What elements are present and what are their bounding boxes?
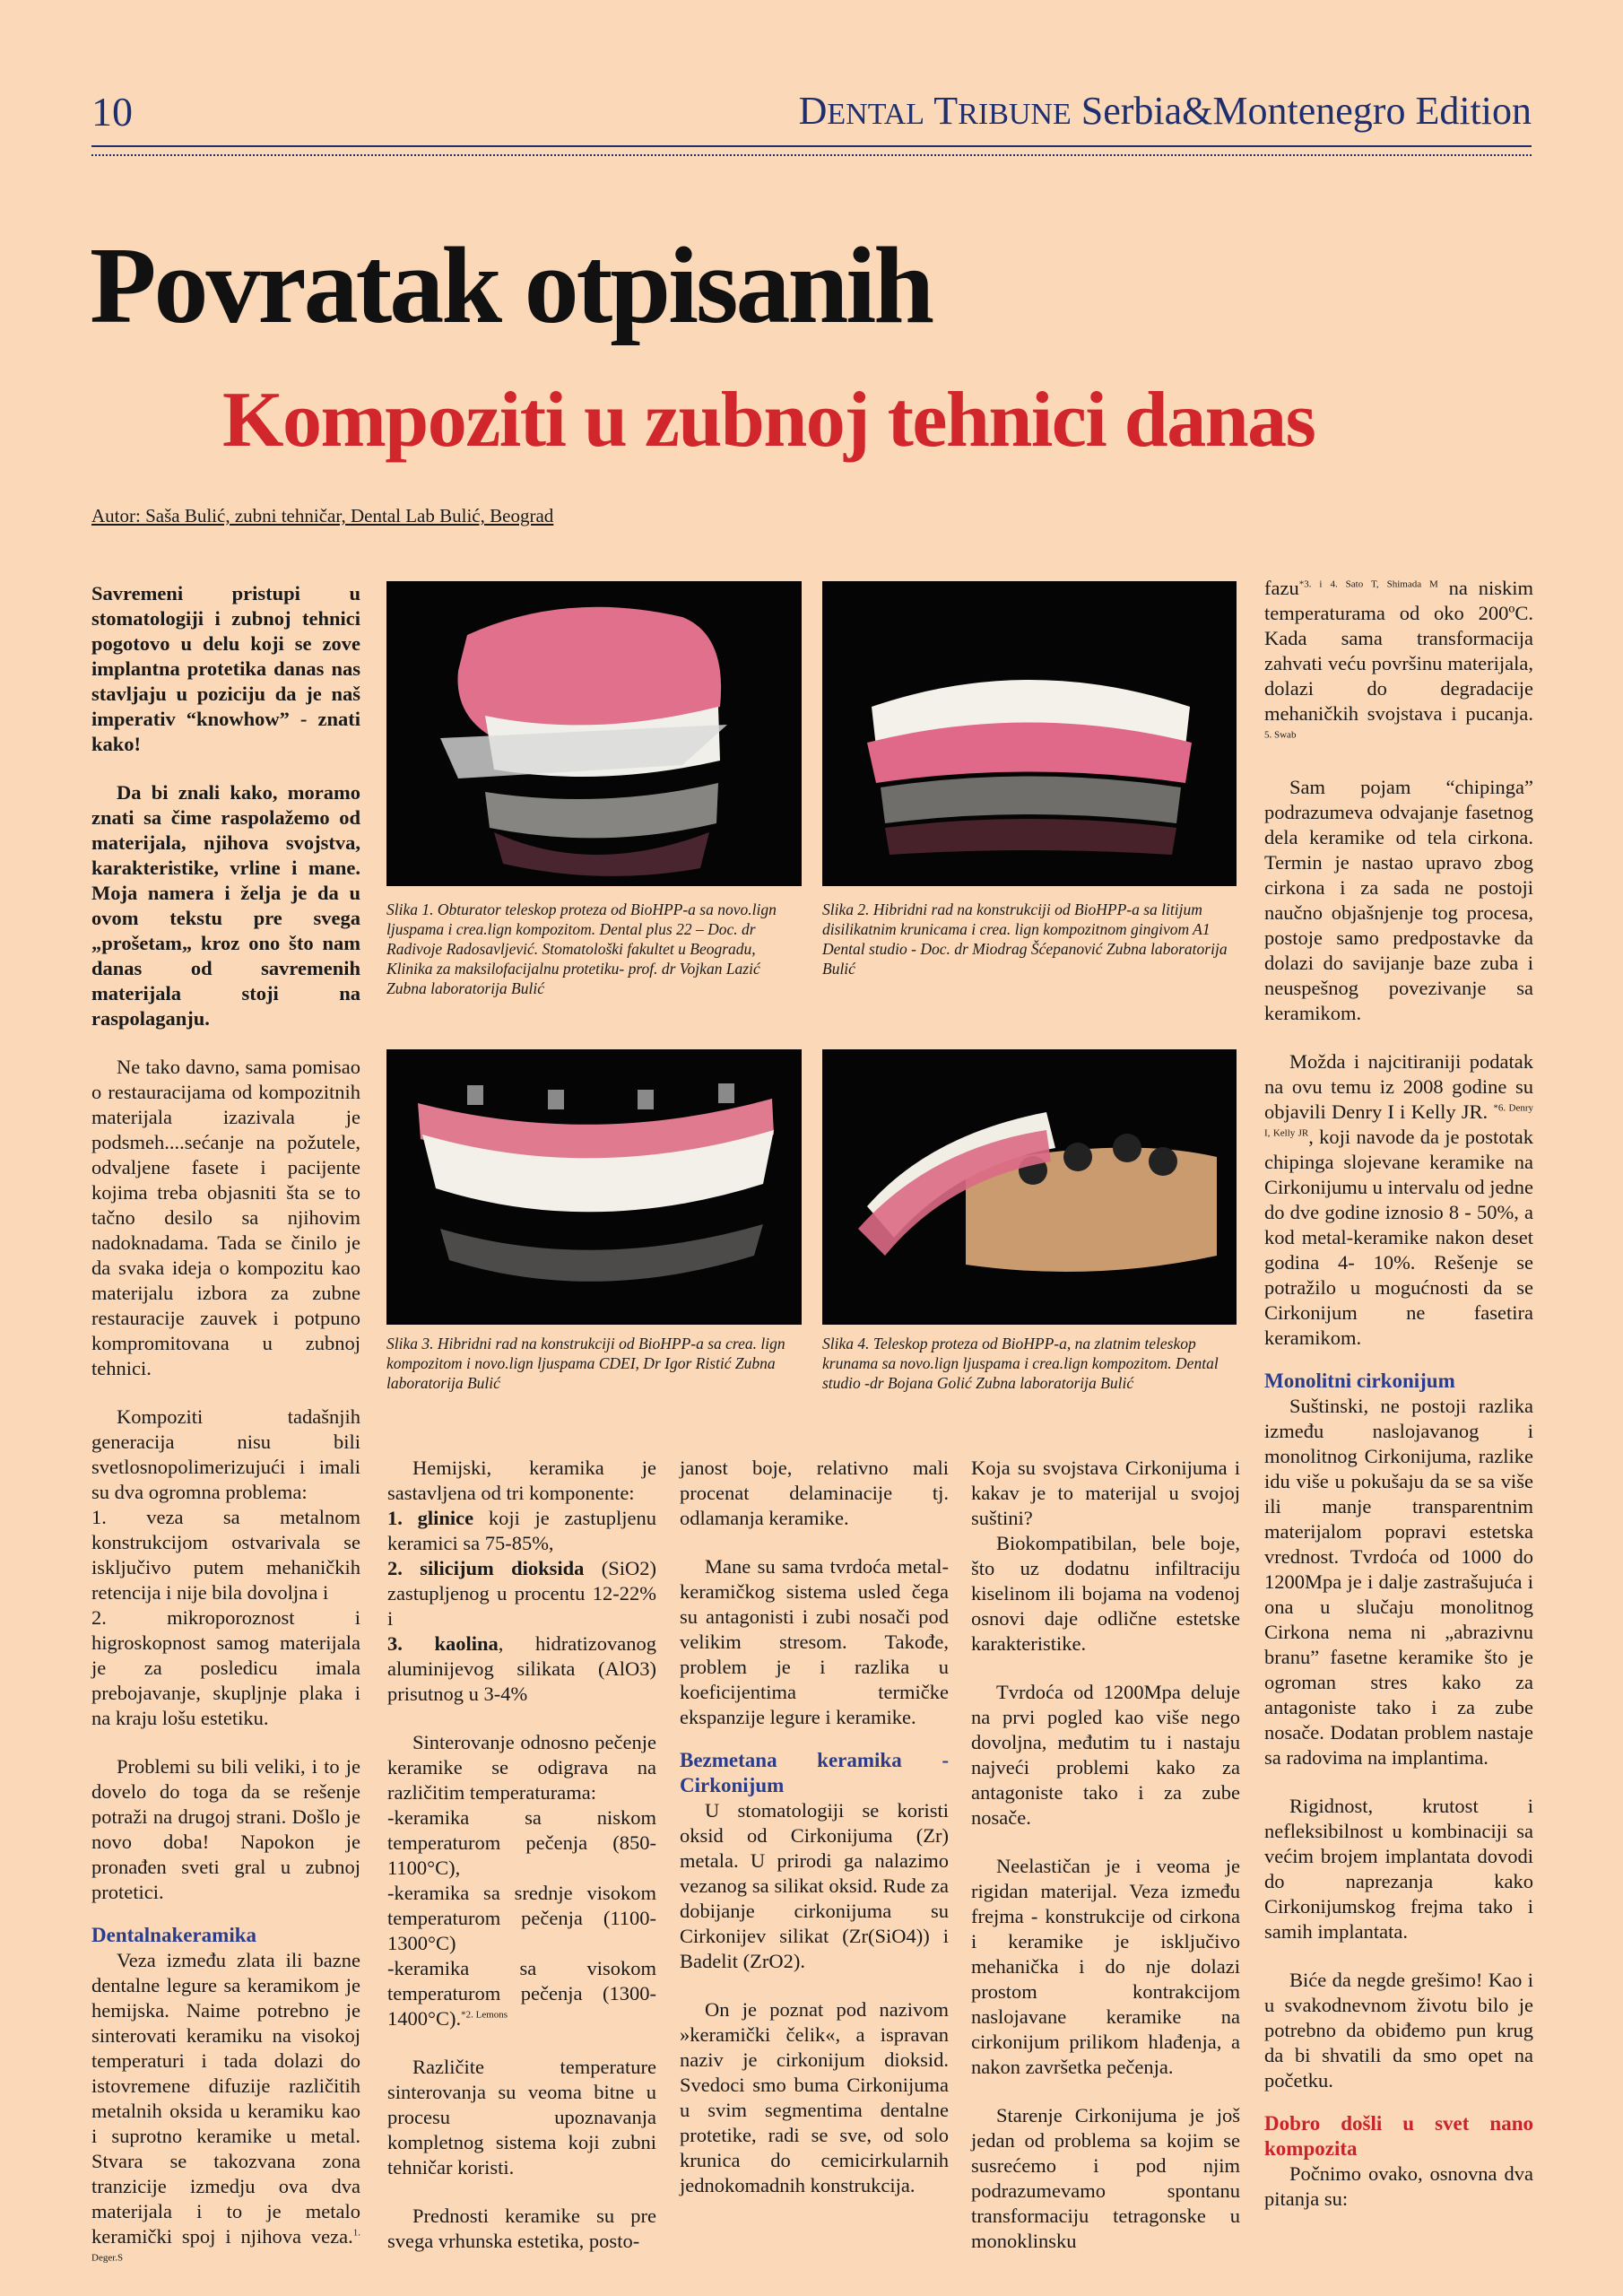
reference: *3. i 4. Sato T, Shimada M	[1298, 578, 1438, 590]
paragraph: Počnimo ovako, osnovna dva pitanja su:	[1264, 2162, 1533, 2210]
section-heading: Dobro došli u svet nano kompozita	[1264, 2112, 1533, 2160]
column-5	[1264, 576, 1533, 2212]
denture-photo-3	[386, 1049, 802, 1325]
paragraph: Biće da negde grešimo! Kao i u svakodnevnom životu bilo je potrebno da obiđemo pun krug da bi shvatili da smo opet na početku.	[1264, 1969, 1533, 2092]
paragraph-text: fazu	[1264, 577, 1299, 599]
paragraph: Suštinski, ne postoji razlika između naslojavanog i monolitnog Cirkonijuma, razlike idu više u pokušaju da se sa više ili manje transparentnim materijalom popravi estetska vrednost. Tvrdoća od 1000 do 1200Mpa je i dalje zastrašujuća i ona u slučaju monolitnog Cirkona nema ni „abrazivnu branu” fasetne keramike što je ogroman stres kako za antagoniste tako i za zube nosače. Dodatan problem nastaje sa radovima na implantima.	[1264, 1395, 1533, 1769]
section-heading: Bezmetana keramika -Cirkonijum	[680, 1749, 949, 1796]
list-term: 2. silicijum dioksida	[387, 1557, 585, 1579]
edition-label: Serbia&Montenegro Edition	[1081, 89, 1532, 133]
reference: 5. Swab	[1264, 729, 1297, 741]
paragraph-text: , koji navode da je postotak chipinga slojevane keramike na Cirkonijumu u intervalu od jedne do dve godine iznosio 8 - 50%, a kod metal-keramike nakon deset godina 4- 10%. Rešenje se potražilo u mogućnosti da se Cirkonijum ne fasetira keramikom.	[1264, 1126, 1533, 1349]
figure-caption-1: Slika 1. Obturator teleskop proteza od BioHPP-a sa novo.lign ljuspama i crea.lign kompozitom. Dental plus 22 – Doc. dr Radivoje Radosavljević. Stomatološki fakultet u Beogradu, Klinika za maksilofacijalnu protetiku- prof. dr Vojkan Lazić Zubna laboratorija Bulić	[386, 900, 777, 997]
pub-initial-t: T	[933, 89, 959, 133]
header-rule-dotted	[91, 154, 1532, 156]
list-text: koji je zastupljenu keramici sa 75-85%,	[387, 1507, 656, 1554]
pub-initial-d: D	[798, 89, 828, 133]
paragraph-text: Veza između zlata ili bazne dentalne legure sa keramikom je hemijska. Naime potrebno je sinterovati keramiku na visokoj temperaturi i tada dolazi do istovremene difuzije različitih metalnih oksida u keramiku kao i suprotno keramike u metal. Stvara se takozvana zona tranzicije izmedju ova dva materijala i to je metalo keramički spoj i njihova veza.	[91, 1949, 360, 2248]
list-item	[387, 1556, 656, 1631]
article-subtitle: Kompoziti u zubnoj tehnici danas	[222, 377, 1315, 464]
column-4	[971, 1456, 1240, 2254]
column-1	[91, 581, 360, 2274]
list-item: 1. veza sa metalnom konstrukcijom ostvarivala se isključivo putem mehaničkih retencija i nije bila dovoljna i	[91, 1506, 360, 1604]
section-heading: Monolitni cirkonijum	[1264, 1370, 1455, 1392]
paragraph: Prednosti keramike su pre svega vrhunska estetika, posto-	[387, 2205, 656, 2252]
reference: *6. Denry I, Kelly JR	[1264, 1102, 1533, 1139]
reference: *2. Lemons	[461, 2009, 508, 2021]
paragraph: janost boje, relativno mali procenat delaminacije tj. odlamanja keramike.	[680, 1457, 949, 1529]
paragraph: Sam pojam “chipinga” podrazumeva odvajanje fasetnog dela keramike od tela cirkona. Termin je nastao upravo zbog cirkona i za sada ne postoji naučno objašnjenje tog procesa, postoje samo predpostavke da dolazi do savijanje baze zuba i neuspešnog povezivanje sa keramikom.	[1264, 776, 1533, 1024]
paragraph: Mane su sama tvrdoća metal-keramičkog sistema usled čega su antagonisti i zubi nosači pod velikim stresom. Takođe, problem je i razlika u koeficijentima termičke ekspanzije legure i keramike.	[680, 1555, 949, 1728]
paragraph: Neelastičan je i veoma je rigidan materijal. Veza između frejma - konstrukcije od cirkona i keramike je isključivo mehanička i do nje dolazi prostom kontrakcijom naslojavane keramike na cirkonijum prilikom hlađenja, a nakon završetka pečenja.	[971, 1855, 1240, 2078]
list-item	[387, 1956, 656, 2031]
figure-caption-4: Slika 4. Teleskop proteza od BioHPP-a, na zlatnim teleskop krunama sa novo.lign ljuspama i crea.lign kompozitom. Dental studio -dr Bojana Golić Zubna laboratorija Bulić	[822, 1335, 1219, 1392]
list-item: 2. mikroporoznost i higroskopnost samog materijala je za posledicu imala prebojavanje, skupljnje plaka i na kraju lošu estetiku.	[91, 1606, 360, 1729]
paragraph: Hemijski, keramika je sastavljena od tri komponente:	[387, 1457, 656, 1504]
paragraph-text: Možda i najcitiraniji podatak na ovu temu iz 2008 godine su objavili Denry I i Kelly JR.	[1264, 1050, 1533, 1123]
article-title: Povratak otpisanih	[90, 225, 933, 346]
paragraph: Kompoziti tadašnjih generacija nisu bili svetlosnopolimerizujući i imali su dva ogromna problema:	[91, 1405, 360, 1503]
paragraph: U stomatologiji se koristi oksid od Cirkonijuma (Zr) metala. U prirodi ga nalazimo vezanog sa silikat oksid. Rude za dobijanje cirkonijuma su Cirkonijev silikat (Zr(SiO4)) i Badelit (ZrO2).	[680, 1799, 949, 1972]
list-text: -keramika sa visokom temperaturom pečenja (1300-1400°C).	[387, 1957, 656, 2030]
figure-caption-3: Slika 3. Hibridni rad na konstrukciji od BioHPP-a sa crea. lign kompozitom i novo.lign ljuspama CDEI, Dr Igor Ristić Zubna laboratorija Bulić	[386, 1335, 785, 1392]
reference: 1. Deger.S	[91, 2227, 360, 2264]
pub-ribune: RIBUNE	[958, 98, 1072, 131]
denture-photo-2	[822, 581, 1237, 886]
section-heading: Dentalnakeramika	[91, 1924, 256, 1946]
paragraph: Biokompatibilan, bele boje, što uz dodatnu infiltraciju kiselinom ili bojama na vodenoj osnovi daje odlične estetske karakteristike.	[971, 1532, 1240, 1655]
list-term: 1. glinice	[387, 1507, 474, 1529]
intro-paragraph-2: Da bi znali kako, moramo znati sa čime raspolažemo od materijala, njihova svojstva, karakteristike, vrline i mane. Moja namera i želja je da u ovom tekstu pre svega „prošetam„ kroz ono što nam danas od savremenih materijala stoji na raspolaganju.	[91, 781, 360, 1030]
list-term: 3. kaolina	[387, 1632, 499, 1655]
denture-photo-4	[822, 1049, 1237, 1325]
column-2	[387, 1456, 656, 2254]
list-text: , hidratizovanog aluminijevog silikata (AlO3) prisutnog u 3-4%	[387, 1632, 656, 1705]
paragraph-text: na niskim temperaturama od oko 200ºC. Kada sama transformacija zahvati veću površinu materijala, dolazi do degradacije mehaničkih svojstava i pucanja.	[1264, 577, 1533, 725]
paragraph: Tvrdoća od 1200Mpa deluje na prvi pogled kao više nego dovoljna, međutim tu i nastaju najveći problemi kako za antagoniste tako i za zube nosače.	[971, 1681, 1240, 1829]
paragraph: On je poznat pod nazivom »keramički čelik«, a ispravan naziv je cirkonijum dioksid. Svedoci smo buma Cirkonijuma u svim segmentima dentalne protetike, radi se sve, od solo krunica do cemicirkularnih jednokomadnih konstrukcija.	[680, 1998, 949, 2196]
paragraph	[1264, 1049, 1533, 1351]
paragraph: Koja su svojstava Cirkonijuma i kakav je to materijal u svojoj suštini?	[971, 1457, 1240, 1529]
paragraph: Rigidnost, krutost i nefleksibilnost u kombinaciji sa većim brojem implantata dovodi do naprezanja kako Cirkonijumskog frejma tako i samih implantata.	[1264, 1795, 1533, 1943]
header-rule	[91, 145, 1532, 147]
paragraph: Različite temperature sinterovanja su veoma bitne u procesu upoznavanja kompletnog sistema koji zubni tehničar koristi.	[387, 2056, 656, 2179]
paragraph	[1264, 576, 1533, 752]
paragraph: Problemi su bili veliki, i to je dovelo do toga da se rešenje potraži na drugoj strani. Došlo je novo doba! Napokon je pronađen sveti gral u zubnoj protetici.	[91, 1755, 360, 1903]
list-text: (SiO2) zastupljenog u procentu 12-22% i	[387, 1557, 656, 1630]
paragraph: Sinterovanje odnosno pečenje keramike se odigrava na različitim temperaturama:	[387, 1731, 656, 1804]
list-item: -keramika sa niskom temperaturom pečenja (850-1100°C),	[387, 1806, 656, 1879]
list-item	[387, 1631, 656, 1707]
byline: Autor: Saša Bulić, zubni tehničar, Dental Lab Bulić, Beograd	[91, 505, 554, 526]
pub-ental: ENTAL	[827, 98, 925, 131]
figure-caption-2: Slika 2. Hibridni rad na konstrukciji od BioHPP-a sa litijum disilikatnim krunicama i crea. lign kompozitnom gingivom A1 Dental studio - Doc. dr Miodrag Šćepanović Zubna laboratorija Bulić	[822, 900, 1228, 978]
page-number: 10	[91, 89, 133, 135]
paragraph: Starenje Cirkonijuma je još jedan od problema sa kojim se susrećemo i pod njim podrazumevamo spontanu transformaciju tetragonske u monoklinsku	[971, 2104, 1240, 2252]
paragraph	[91, 1948, 360, 2274]
denture-photo-1	[386, 581, 802, 886]
list-item	[387, 1506, 656, 1556]
paragraph: Ne tako davno, sama pomisao o restauracijama od kompozitnih materijala izazivala je podsmeh....sećanje na požutele, odvaljene fasete i pacijente kojima treba objasniti šta se to tačno desilo sa njihovim nadoknadama. Tada se činilo je da svaka ideja o kompozitu kao materijalu izbora za zubne restauracije zauvek i potpuno kompromitovana u zubnoj tehnici.	[91, 1056, 360, 1379]
publication-header	[799, 88, 1532, 134]
list-item: -keramika sa srednje visokom temperaturom pečenja (1100-1300°C)	[387, 1882, 656, 1954]
column-3	[680, 1456, 949, 2198]
intro-paragraph-1: Savremeni pristupi u stomatologiji i zubnoj tehnici pogotovo u delu koji se zove implantna protetika danas nas stavljaju u poziciju da je naš imperativ “knowhow” - znati kako!	[91, 582, 360, 755]
